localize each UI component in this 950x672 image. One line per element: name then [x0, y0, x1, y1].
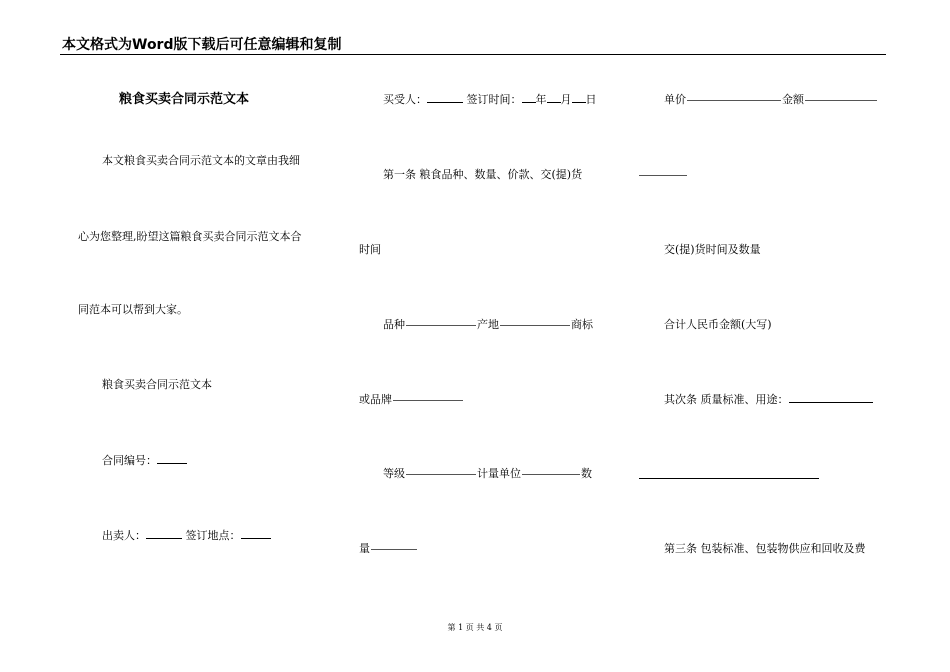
article-3-heading: 第三条 包装标准、包装物供应和回收及费 — [664, 542, 866, 555]
sign-place-blank — [241, 529, 271, 539]
quantity-blank — [371, 549, 417, 550]
quality-blank-line — [639, 478, 819, 479]
variety-blank — [406, 325, 476, 326]
sign-time-label: 签订时间： — [466, 93, 522, 106]
origin-label: 产地 — [477, 318, 499, 331]
seller-row — [102, 529, 271, 543]
article-1-continued: 时间 — [359, 243, 381, 256]
seller-blank — [146, 529, 182, 539]
variety-label: 品种 — [383, 318, 405, 331]
origin-blank — [500, 325, 570, 326]
buyer-row — [383, 93, 597, 107]
amount-label: 金额 — [782, 93, 804, 106]
document-title: 粮食买卖合同示范文本 — [119, 92, 250, 107]
intro-line-1: 本文粮食买卖合同示范文本的文章由我细 — [102, 154, 300, 167]
contract-number-label: 合同编号： — [102, 454, 157, 467]
unit-price-label: 单价 — [664, 93, 686, 106]
article-2-heading: 其次条 质量标准、用途： — [664, 393, 789, 406]
year-label: 年 — [535, 93, 547, 106]
variety-row — [383, 318, 593, 332]
article-2-row — [664, 393, 873, 407]
trademark-label: 商标 — [571, 318, 593, 331]
quantity-label-part1: 数 — [581, 467, 592, 480]
article-1-heading: 第一条 粮食品种、数量、价款、交(提)货 — [383, 168, 583, 181]
total-amount-label: 合计人民币金额(大写) — [664, 318, 772, 331]
price-row — [664, 93, 878, 107]
grade-blank — [406, 474, 476, 475]
sign-place-label: 签订地点： — [185, 529, 241, 542]
day-label: 日 — [585, 93, 597, 106]
seller-label: 出卖人： — [102, 529, 146, 542]
buyer-blank — [427, 93, 463, 103]
day-blank — [572, 93, 586, 103]
section-subtitle: 粮食买卖合同示范文本 — [102, 378, 212, 391]
contract-number-row — [102, 454, 187, 468]
grade-row — [383, 467, 592, 481]
intro-line-3: 同范本可以帮到大家。 — [78, 303, 188, 316]
document-banner: 本文格式为Word版下载后可任意编辑和复制 — [62, 37, 342, 53]
grade-label: 等级 — [383, 467, 405, 480]
brand-label: 或品牌 — [359, 393, 392, 406]
continued-blank-line — [639, 175, 687, 176]
brand-row — [359, 393, 464, 407]
intro-line-2: 心为您整理,盼望这篇粮食买卖合同示范文本合 — [78, 230, 302, 243]
article-2-blank — [789, 393, 873, 403]
unit-blank — [522, 474, 580, 475]
quantity-label-part2: 量 — [359, 542, 370, 555]
amount-blank — [805, 100, 877, 101]
brand-blank — [393, 400, 463, 401]
quantity-row — [359, 542, 418, 556]
month-label: 月 — [560, 93, 572, 106]
page-footer: 第 1 页 共 4 页 — [447, 623, 503, 632]
contract-number-blank — [157, 454, 187, 464]
year-blank — [522, 93, 536, 103]
month-blank — [547, 93, 561, 103]
unit-label: 计量单位 — [477, 467, 521, 480]
delivery-time-label: 交(提)货时间及数量 — [664, 243, 761, 256]
banner-rule — [60, 54, 886, 55]
buyer-label: 买受人： — [383, 93, 427, 106]
unit-price-blank — [687, 100, 781, 101]
